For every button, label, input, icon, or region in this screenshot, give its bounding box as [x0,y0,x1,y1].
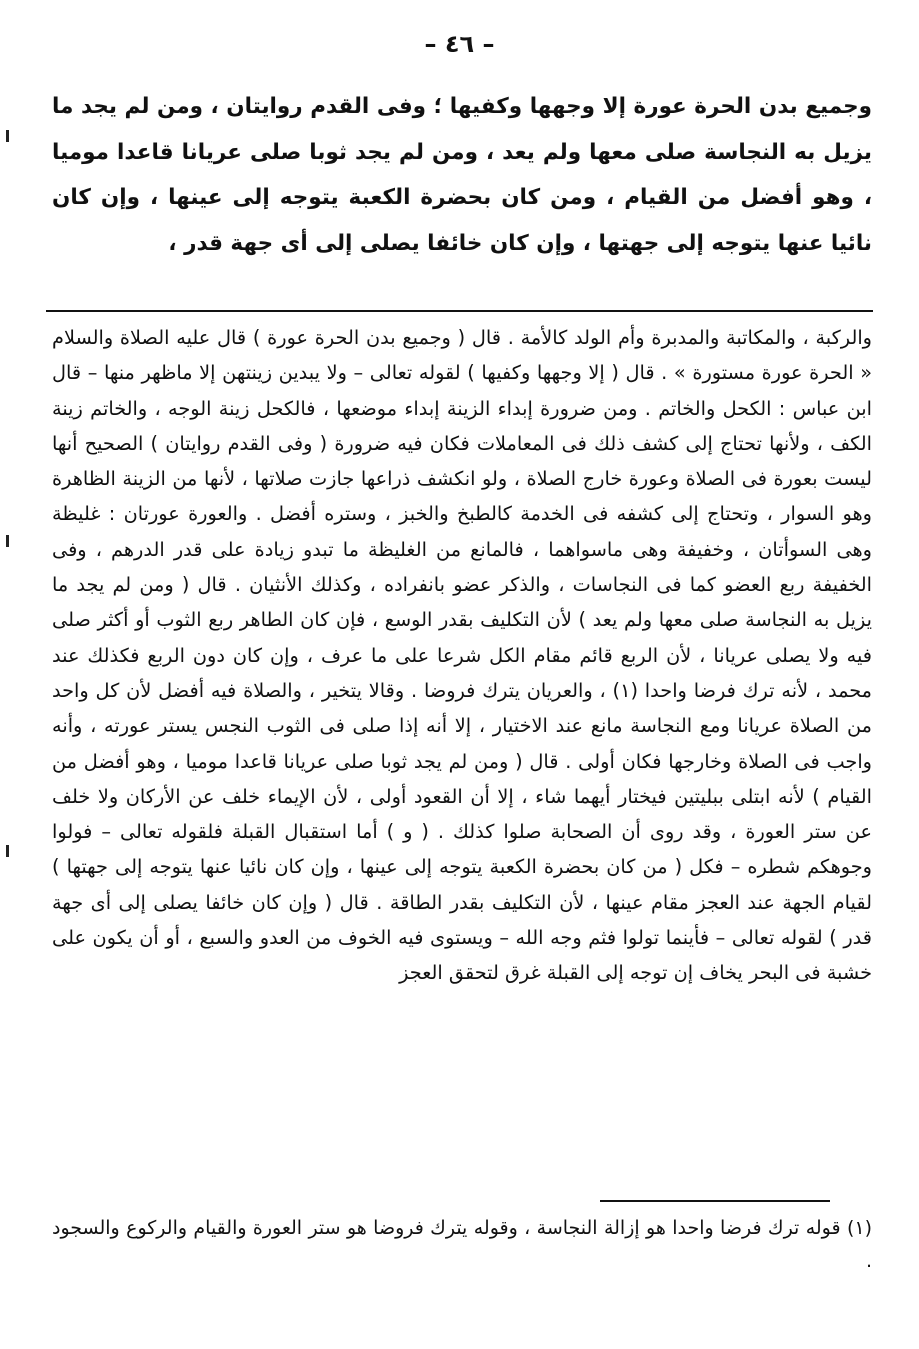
separator-line [46,310,873,312]
footnote [52,1212,872,1278]
margin-mark [6,535,9,547]
footnote-separator [600,1200,830,1202]
margin-mark [6,845,9,857]
main-text [52,84,872,266]
footnote-paragraph: (١) قوله ترك فرضا واحدا هو إزالة النجاسة ، وقوله يترك فروضا هو ستر العورة والقيام والركوع والسجود . [52,1217,872,1272]
commentary-text [52,320,872,991]
commentary-paragraph: والركبة ، والمكاتبة والمدبرة وأم الولد كالأمة . قال ( وجميع بدن الحرة عورة ) قال عليه الصلاة والسلام « الحرة عورة مستورة » . قال ( إلا وجهها وكفيها ) لقوله تعالى – ولا يبدين زينتهن إلا ماظهر منها – قال ابن عباس : الكحل والخاتم . ومن ضرورة إبداء الزينة إبداء موضعها ، فالكحل زينة الوجه ، والخاتم زينة الكف ، ولأنها تحتاج إلى كشف ذلك فى المعاملات فكان فيه ضرورة ( وفى القدم روايتان ) الصحيح أنها ليست بعورة فى الصلاة وعورة خارج الصلاة ، ولو انكشف ذراعها جازت صلاتها ، لأنها من الزينة الظاهرة وهو السوار ، وتحتاج إلى كشفه فى الخدمة كالطبخ والخبز ، وستره أفضل . والعورة عورتان : غليظة وهى السوأتان ، وخفيفة وهى ماسواهما ، فالمانع من الغليظة ما تبدو زيادة على قدر الدرهم ، وفى الخفيفة ربع العضو كما فى النجاسات ، والذكر عضو بانفراده ، وكذلك الأنثيان . قال ( ومن لم يجد ما يزيل به النجاسة صلى معها ولم يعد ) لأن التكليف بقدر الوسع ، فإن كان الطاهر ربع الثوب أو أكثر صلى فيه ولا يصلى عريانا ، لأن الربع قائم مقام الكل شرعا على ما عرف ، وإن كان دون الربع فكذلك عند محمد ، لأنه ترك فرضا واحدا (١) ، والعريان يترك فروضا . وقالا يتخير ، والصلاة فيه أفضل لأن كل واحد من الصلاة عريانا ومع النجاسة مانع عند الاختيار ، إلا أنه إذا صلى فى الثوب النجس يستر عورته ، وأنه واجب فى الصلاة وخارجها فكان أولى . قال ( ومن لم يجد ثوبا صلى عريانا قاعدا موميا ، وهو أفضل من القيام ) لأنه ابتلى ببليتين فيختار أيهما شاء ، إلا أن القعود أولى ، لأن الإيماء خلف عن الأركان ولا خلف عن ستر العورة ، وقد روى أن الصحابة صلوا كذلك . ( و ) أما استقبال القبلة فلقوله تعالى – فولوا وجوهكم شطره – فكل ( من كان بحضرة الكعبة يتوجه إلى عينها ، وإن كان نائيا عنها يتوجه إلى جهتها ) لقيام الجهة عند العجز مقام عينها ، لأن التكليف بقدر الطاقة . قال ( وإن كان خائفا يصلى إلى أى جهة قدر ) لقوله تعالى – فأينما تولوا فثم وجه الله – ويستوى فيه الخوف من العدو والسبع ، أو أن يكون على خشبة فى البحر يخاف إن توجه إلى القبلة غرق لتحقق العجز [52,326,872,985]
main-text-paragraph: وجميع بدن الحرة عورة إلا وجهها وكفيها ؛ وفى القدم روايتان ، ومن لم يجد ما يزيل به النجاسة صلى معها ولم يعد ، ومن لم يجد ثوبا صلى عريانا قاعدا موميا ، وهو أفضل من القيام ، ومن كان بحضرة الكعبة يتوجه إلى عينها ، وإن كان نائيا عنها يتوجه إلى جهتها ، وإن كان خائفا يصلى إلى أى جهة قدر ، [52,94,872,256]
margin-mark [6,130,9,142]
page-number: – ٤٦ – [424,30,495,58]
